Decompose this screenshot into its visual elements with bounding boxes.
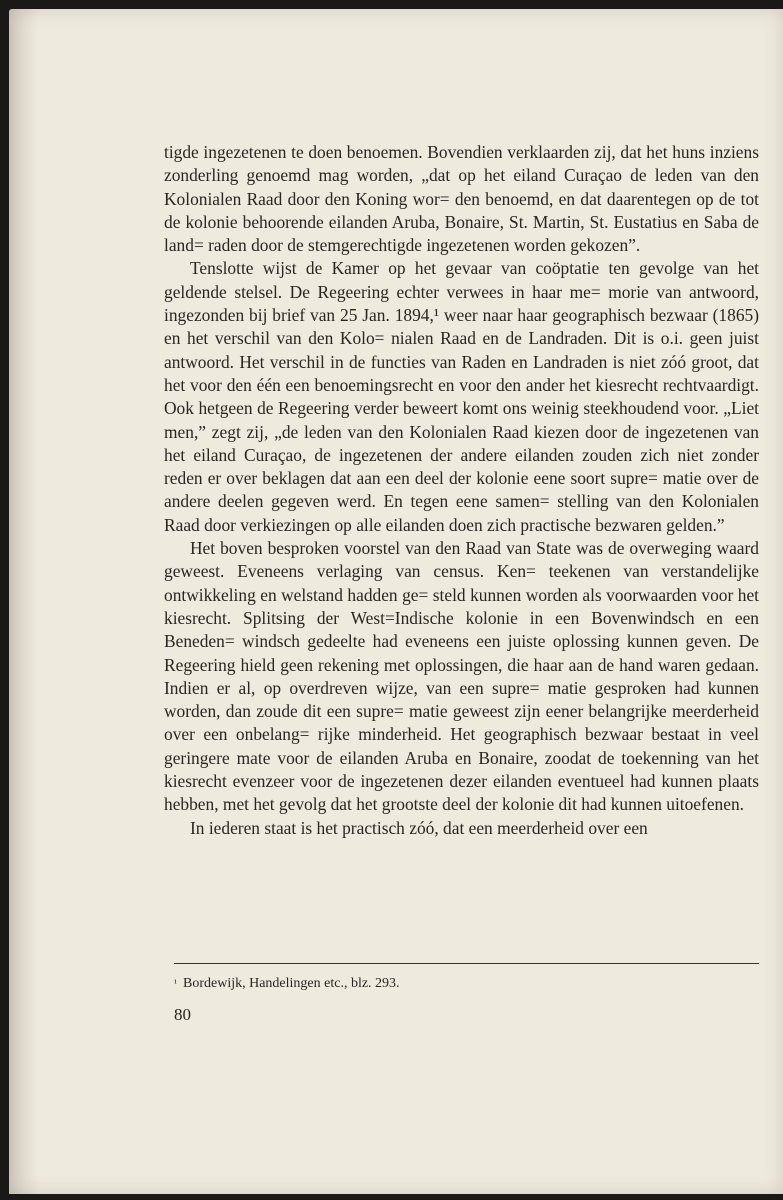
footnote-text: Bordewijk, Handelingen etc., blz. 293.	[183, 976, 400, 991]
page-number: 80	[174, 1005, 191, 1024]
paragraph-4: In iederen staat is het practisch zóó, dat een meerderheid over een	[190, 817, 648, 838]
footnote	[174, 975, 759, 993]
footnote-mark: ¹	[174, 978, 177, 989]
paragraph-1: tigde ingezetenen te doen benoemen. Bovendien verklaarden zij, dat het huns inziens zonderling genoemd mag worden, „dat op het eiland Curaçao de leden van den Kolonialen Raad door den Koning wor= den benoemd, en dat daarentegen op de tot de kolonie behoorende eilanden Aruba, Bonaire, St. Martin, St. Eustatius en Saba de land= raden door de stemgerechtigde ingezetenen worden gekozen”.	[164, 142, 759, 256]
paragraph-3: Het boven besproken voorstel van den Raad van State was de overweging waard geweest. Eveneens verlaging van census. Ken= teekenen van verstandelijke ontwikkeling en welstand hadden ge= steld kunnen worden als voorwaarden voor het kiesrecht. Splitsing der West=Indische kolonie in een Bovenwindsch en een Beneden= windsch gedeelte had eveneens een juiste oplossing kunnen geven. De Regeering hield geen rekening met oplossingen, die haar aan de hand waren gedaan. Indien er al, op overdreven wijze, van een supre= matie gesproken had kunnen worden, dan zoude dit een supre= matie geweest zijn eener belangrijke meerderheid over een onbelang= rijke minderheid. Het geographisch bezwaar bestaat in veel geringere mate voor de eilanden Aruba en Bonaire, zoodat de toekenning van het kiesrecht evenzeer voor de ingezetenen dezer eilanden eventueel had kunnen plaats hebben, met het gevolg dat het grootste deel der kolonie dit had kunnen uitoefenen.	[164, 538, 759, 815]
body-text	[164, 141, 759, 840]
page-spine-shadow	[9, 9, 39, 1194]
paragraph-2: Tenslotte wijst de Kamer op het gevaar van coöptatie ten gevolge van het geldende stelsel. De Regeering echter verwees in haar me= morie van antwoord, ingezonden bij brief van 25 Jan. 1894,¹ weer naar haar geographisch bezwaar (1865) en het verschil van den Kolo= nialen Raad en de Landraden. Dit is o.i. geen juist antwoord. Het verschil in de functies van Raden en Landraden is niet zóó groot, dat het voor den één een benoemingsrecht en voor den ander het kiesrecht rechtvaardigt. Ook hetgeen de Regeering verder beweert komt ons weinig steekhoudend voor. „Liet men,” zegt zij, „de leden van den Kolonialen Raad kiezen door de ingezetenen van het eiland Curaçao, de ingezetenen der andere eilanden zouden zich niet zonder reden er over beklagen dat aan een deel der kolonie eene soort supre= matie over de andere deelen gegeven werd. En tegen eene samen= stelling van den Kolonialen Raad door verkiezingen op alle eilanden doen zich practische bezwaren gelden.”	[164, 258, 759, 535]
book-page	[9, 9, 783, 1194]
footnote-divider	[174, 963, 759, 964]
